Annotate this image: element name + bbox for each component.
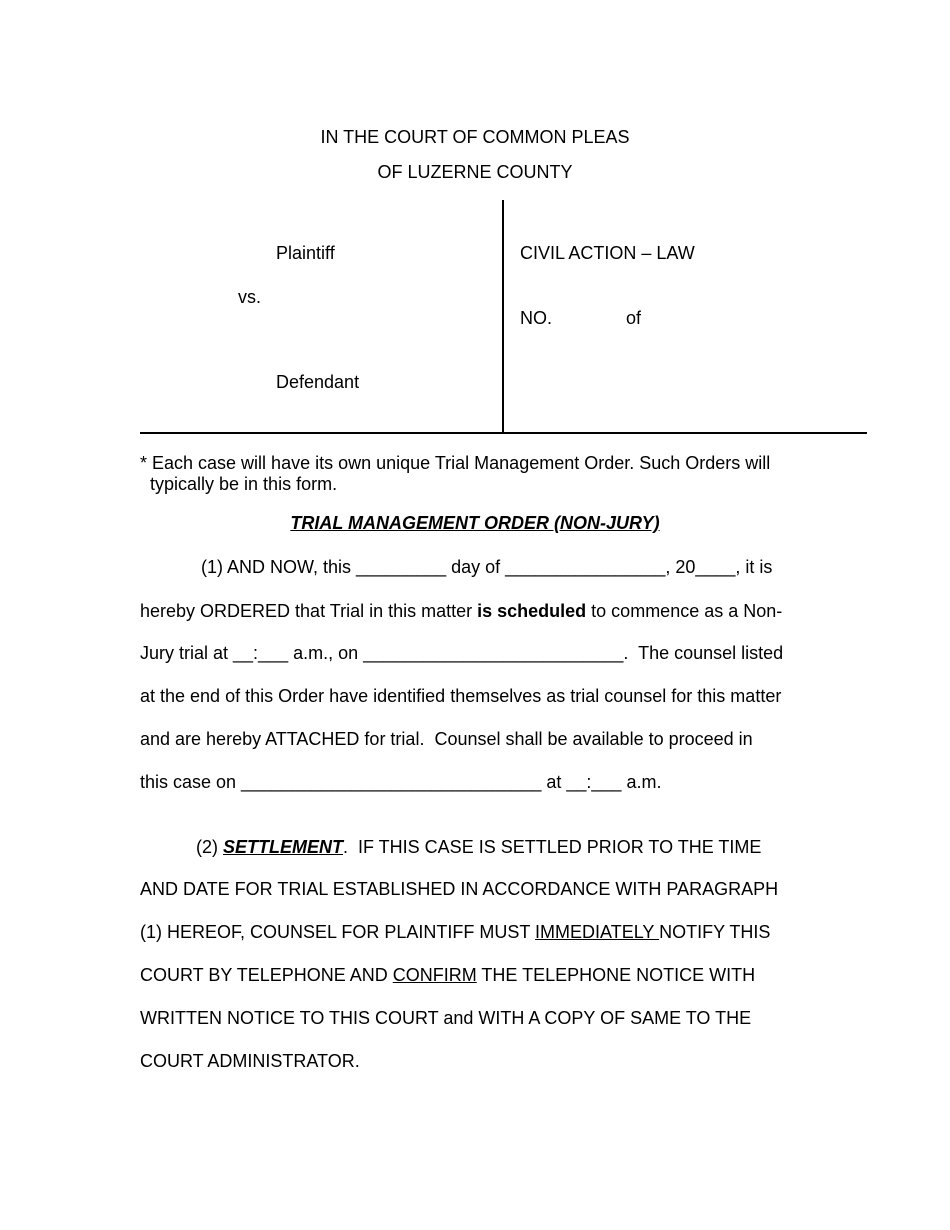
confirm-emphasis: CONFIRM (392, 965, 477, 985)
p1-line-6: this case on ______________________________ at __:___ a.m. (140, 772, 662, 792)
defendant-label: Defendant (276, 372, 360, 392)
p2-line-6: COURT ADMINISTRATOR. (140, 1051, 360, 1071)
p1-line-5: and are hereby ATTACHED for trial. Counsel shall be available to proceed in (140, 729, 753, 749)
case-year-label: of (626, 308, 642, 328)
county-name: OF LUZERNE COUNTY (377, 162, 573, 182)
p1-emphasis: is scheduled (477, 601, 587, 621)
p2-line-3 (140, 923, 770, 941)
p2-line-1-end: . IF THIS CASE IS SETTLED PRIOR TO THE TIME (343, 837, 762, 857)
p2-number: (2) (196, 837, 223, 857)
p1-line-2-end: to commence as a Non- (586, 601, 783, 621)
p2-line-4-end: THE TELEPHONE NOTICE WITH (476, 965, 756, 985)
caption-divider-vertical (502, 200, 504, 432)
p2-line-5: WRITTEN NOTICE TO THIS COURT and WITH A COPY OF SAME TO THE (140, 1008, 752, 1028)
settlement-heading: SETTLEMENT (223, 837, 343, 857)
versus-label: vs. (238, 287, 262, 307)
court-name: IN THE COURT OF COMMON PLEAS (320, 127, 630, 147)
case-number-label: NO. (520, 308, 553, 328)
civil-action-label: CIVIL ACTION – LAW (520, 243, 695, 263)
note-line-2: typically be in this form. (150, 474, 338, 494)
order-title: TRIAL MANAGEMENT ORDER (NON-JURY) (290, 513, 660, 533)
p2-line-4 (140, 966, 755, 984)
p2-line-1 (196, 838, 761, 856)
p2-line-3-start: (1) HEREOF, COUNSEL FOR PLAINTIFF MUST (140, 922, 536, 942)
caption-divider-horizontal (140, 432, 867, 434)
p1-line-2 (140, 602, 782, 620)
p1-line-2-start: hereby ORDERED that Trial in this matter (140, 601, 478, 621)
p2-line-2: AND DATE FOR TRIAL ESTABLISHED IN ACCORDANCE WITH PARAGRAPH (140, 879, 779, 899)
p2-line-3-end: NOTIFY THIS (659, 922, 771, 942)
note-line-1: * Each case will have its own unique Trial Management Order. Such Orders will (140, 453, 771, 473)
p2-line-4-start: COURT BY TELEPHONE AND (140, 965, 393, 985)
p1-line-3: Jury trial at __:___ a.m., on __________________________. The counsel listed (140, 643, 784, 663)
p1-line-4: at the end of this Order have identified themselves as trial counsel for this matter (140, 686, 782, 706)
plaintiff-label: Plaintiff (276, 243, 335, 263)
immediately-emphasis: IMMEDIATELY (535, 922, 660, 942)
p1-line-1: (1) AND NOW, this _________ day of ________________, 20____, it is (201, 557, 773, 577)
